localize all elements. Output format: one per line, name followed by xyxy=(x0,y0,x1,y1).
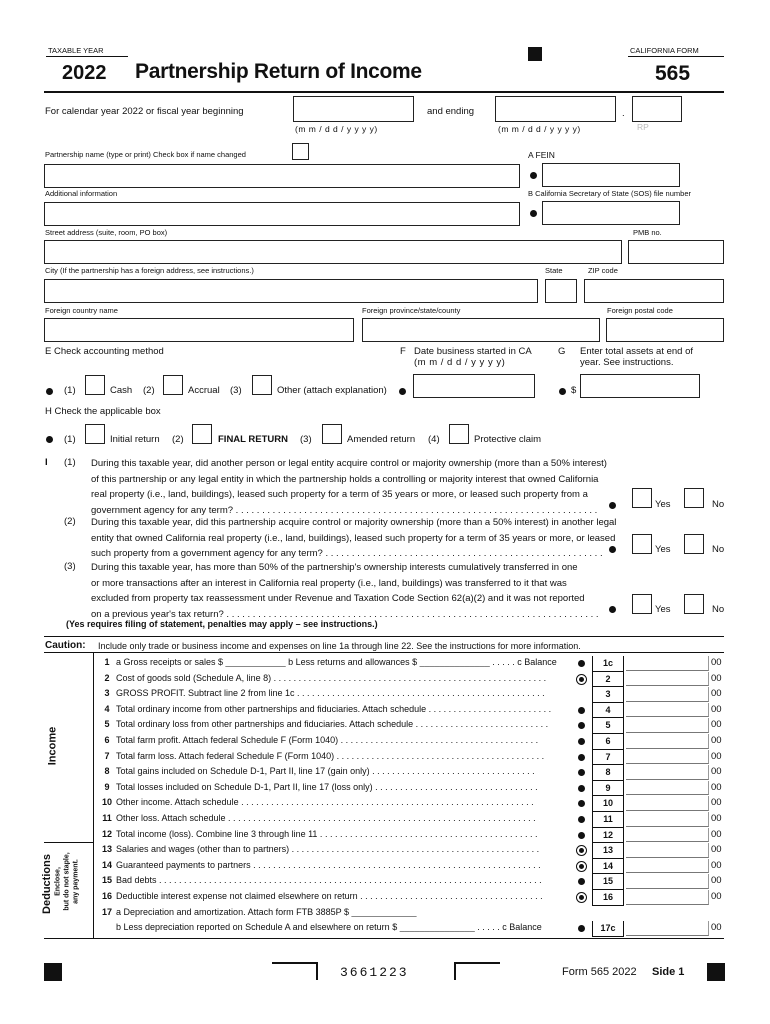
line-box-label: 10 xyxy=(592,796,624,812)
line-description: a Gross receipts or sales $ ____________ b Less returns and allowances $ ______________ . . . . . c Balance xyxy=(116,657,557,667)
fein-bullet-icon xyxy=(530,172,537,179)
line-item xyxy=(94,672,724,688)
additional-info-field[interactable] xyxy=(44,202,520,226)
line-item xyxy=(94,859,724,875)
amount-field[interactable] xyxy=(626,718,709,733)
question-1-text xyxy=(91,456,616,518)
question-1-line: real property (i.e., land, buildings), leased such property for a term of 35 years or more, or leased such property from a xyxy=(91,489,588,500)
line-item xyxy=(94,843,724,859)
fiscal-end-date-field[interactable] xyxy=(495,96,616,122)
line-item xyxy=(94,718,724,734)
california-form-label: CALIFORNIA FORM xyxy=(630,46,699,55)
line-box-label: 8 xyxy=(592,765,624,781)
q2-no-checkbox[interactable] xyxy=(684,534,704,554)
bullet-icon xyxy=(578,754,585,761)
amount-cents: 00 xyxy=(711,891,722,902)
return-type-bullet-icon xyxy=(46,436,53,443)
income-side-label: Income xyxy=(46,726,59,766)
amount-field[interactable] xyxy=(626,781,709,796)
bullet-icon xyxy=(578,785,585,792)
line-description: b Less depreciation reported on Schedule A and elsewhere on return $ _______________ . . . . . c Balance xyxy=(116,922,542,933)
foreign-province-field[interactable] xyxy=(362,318,600,342)
question-2-line: During this taxable year, did this partnership acquire control or majority ownership (more than a 50% interest) in another legal xyxy=(91,517,616,528)
pmb-field[interactable] xyxy=(628,240,724,264)
amount-cents: 00 xyxy=(711,719,722,731)
caution-text: Include only trade or business income and expenses on line 1a through line 22. See the instructions for more information. xyxy=(98,641,581,651)
date-started-bullet-icon xyxy=(399,388,406,395)
q1-bullet-icon xyxy=(609,502,616,509)
form-footer-label: Form 565 2022 xyxy=(562,966,637,978)
section-i-letter: I xyxy=(45,457,48,468)
line-description: Total income (loss). Combine line 3 through line 11 . . . . . . . . . . . . . . . . . . . . . . . . . . . . . . . . . . . . . . . . . . . . xyxy=(116,828,538,839)
question-3-text xyxy=(91,560,616,622)
line-number: 5 xyxy=(104,719,110,730)
accounting-bullet-icon xyxy=(46,388,53,395)
amount-cents: 00 xyxy=(711,828,722,840)
line-item xyxy=(94,812,724,828)
amount-cents: 00 xyxy=(711,844,722,856)
rp-label: RP xyxy=(637,122,649,132)
amount-cents: 00 xyxy=(711,813,722,824)
circled-bullet-icon xyxy=(576,674,587,685)
accounting-method-label: E Check accounting method xyxy=(45,346,164,357)
foreign-postal-label: Foreign postal code xyxy=(607,306,673,315)
barcode-number: 3661223 xyxy=(340,965,409,980)
line-item xyxy=(94,906,724,922)
line-box-label: 3 xyxy=(592,687,624,703)
fiscal-begin-date-field[interactable] xyxy=(293,96,414,122)
line-box-label: 9 xyxy=(592,781,624,797)
additional-info-label: Additional information xyxy=(45,189,118,198)
assets-bullet-icon xyxy=(559,388,566,395)
line-number: 2 xyxy=(104,672,110,683)
line-item xyxy=(94,874,724,890)
state-field[interactable] xyxy=(545,279,577,303)
amount-field[interactable] xyxy=(626,812,709,827)
registration-mark xyxy=(528,47,542,61)
line-box-label: 16 xyxy=(592,890,624,906)
end-date-format: (m m / d d / y y y y) xyxy=(498,124,581,134)
question-3-line: or more transactions after an interest in California real property (i.e., land, buildings) was transferred to it that was xyxy=(91,577,567,589)
question-1-line: During this taxable year, did another person or legal entity acquire control or majority ownership (more than a 50% interest) xyxy=(91,458,607,469)
line-item xyxy=(94,781,724,797)
circled-bullet-icon xyxy=(576,892,587,903)
q3-yes-checkbox[interactable] xyxy=(632,594,652,614)
line-item xyxy=(94,765,724,781)
sos-label: B California Secretary of State (SOS) file number xyxy=(528,189,691,198)
circled-bullet-icon xyxy=(576,845,587,856)
form-number: 565 xyxy=(655,62,691,85)
line-number: 11 xyxy=(102,813,112,823)
amount-field[interactable] xyxy=(626,750,709,765)
foreign-province-label: Foreign province/state/county xyxy=(362,306,461,315)
line-box-label: 17c xyxy=(592,921,624,937)
period-dot: . xyxy=(622,108,625,119)
form-year: 2022 xyxy=(62,62,107,84)
line-number: 12 xyxy=(101,828,112,839)
amended-return-num: (3) xyxy=(300,434,312,445)
final-return-num: (2) xyxy=(172,434,184,445)
partnership-name-field[interactable] xyxy=(44,164,520,188)
question-3-line: excluded from property tax reassessment under Revenue and Taxation Code Section 62(a)(2) and it was not reported xyxy=(91,593,585,604)
line-box-label: 14 xyxy=(592,859,624,875)
initial-return-label: Initial return xyxy=(110,434,160,445)
final-return-checkbox[interactable] xyxy=(192,424,212,444)
date-business-started-format: (m m / d d / y y y y) xyxy=(414,357,506,368)
amended-return-label: Amended return xyxy=(347,434,416,445)
line-number: 7 xyxy=(104,750,110,761)
and-ending-text: and ending xyxy=(427,106,475,117)
rp-field[interactable] xyxy=(632,96,682,122)
zip-label: ZIP code xyxy=(588,266,618,275)
city-label: City (If the partnership has a foreign address, see instructions.) xyxy=(45,266,254,275)
street-address-label: Street address (suite, room, PO box) xyxy=(45,228,168,237)
line-box-label: 5 xyxy=(592,718,624,734)
question-2-line: such property from a government agency for any term? . . . . . . . . . . . . . . . . . . . . . . . . . . . . . . . . . . . . . . . . . . . . . . . . . . . . . xyxy=(91,548,603,559)
line-description: Cost of goods sold (Schedule A, line 8) . . . . . . . . . . . . . . . . . . . . . . . . . . . . . . . . . . . . . . . . . . . . . . . . . . . . . . . xyxy=(116,672,547,683)
cash-checkbox[interactable] xyxy=(85,375,105,395)
line-number: 3 xyxy=(104,688,110,699)
other-method-checkbox[interactable] xyxy=(252,375,272,395)
side-label: Side 1 xyxy=(652,966,685,978)
q2-yes-label: Yes xyxy=(655,544,671,555)
section-f-letter: F xyxy=(400,346,406,357)
penalty-note: (Yes requires filing of statement, penalties may apply – see instructions.) xyxy=(66,619,378,629)
applicable-box-label: H Check the applicable box xyxy=(45,406,161,417)
line-box-label: 11 xyxy=(592,812,624,828)
bullet-icon xyxy=(578,832,585,839)
line-number: 10 xyxy=(101,797,112,808)
fein-label: A FEIN xyxy=(528,150,555,160)
line-description: a Depreciation and amortization. Attach form FTB 3885P $ _____________ xyxy=(116,906,417,917)
line-item xyxy=(94,656,724,672)
line-number: 9 xyxy=(104,781,110,792)
accrual-checkbox[interactable] xyxy=(163,375,183,395)
partnership-name-label: Partnership name (type or print) Check box if name changed xyxy=(45,150,246,159)
amount-field[interactable] xyxy=(626,859,709,874)
line-box-label: 2 xyxy=(592,672,624,688)
state-label: State xyxy=(545,266,563,275)
name-changed-checkbox[interactable] xyxy=(292,143,309,160)
amount-field[interactable] xyxy=(626,672,709,687)
fein-field[interactable] xyxy=(542,163,680,187)
line-item xyxy=(94,796,724,812)
line-box-label: 7 xyxy=(592,750,624,766)
amount-cents: 00 xyxy=(711,875,722,887)
sos-bullet-icon xyxy=(530,210,537,217)
question-1-num: (1) xyxy=(64,457,76,468)
bullet-icon xyxy=(578,816,585,823)
line-description: Total farm profit. Attach federal Schedule F (Form 1040) . . . . . . . . . . . . . . . . . . . . . . . . . . . . . . . . . . . . . . . . xyxy=(116,735,539,745)
amount-cents: 00 xyxy=(711,735,722,746)
corner-mark-left xyxy=(272,962,318,980)
bullet-icon xyxy=(578,769,585,776)
amount-cents: 00 xyxy=(711,859,722,871)
line-description: Salaries and wages (other than to partners) . . . . . . . . . . . . . . . . . . . . . . . . . . . . . . . . . . . . . . . . . . . . . . . . . . xyxy=(116,844,540,855)
payment-label: any payment. xyxy=(72,859,80,904)
amount-field[interactable] xyxy=(626,874,709,889)
foreign-country-label: Foreign country name xyxy=(45,306,118,315)
amount-field[interactable] xyxy=(626,703,709,718)
line-description: Total gains included on Schedule D-1, Part II, line 17 (gain only) . . . . . . . . . . . . . . . . . . . . . . . . . . . . . . . . . xyxy=(116,766,535,777)
amount-cents: 00 xyxy=(711,688,722,700)
bullet-icon xyxy=(578,722,585,729)
bullet-icon xyxy=(578,660,585,667)
section-g-letter: G xyxy=(558,346,566,357)
line-description: Other income. Attach schedule . . . . . . . . . . . . . . . . . . . . . . . . . . . . . . . . . . . . . . . . . . . . . . . . . . . . . . . . . . . xyxy=(116,797,534,808)
q1-yes-checkbox[interactable] xyxy=(632,488,652,508)
line-description: Total ordinary loss from other partnerships and fiduciaries. Attach schedule . . . . . . . . . . . . . . . . . . . . . . . . . . . xyxy=(116,719,549,730)
amount-field[interactable] xyxy=(626,734,709,749)
other-method-label: Other (attach explanation) xyxy=(277,385,387,396)
line-item xyxy=(94,734,724,750)
bullet-icon xyxy=(578,878,585,885)
amount-field[interactable] xyxy=(626,687,709,702)
amount-field[interactable] xyxy=(626,890,709,905)
registration-mark-bottom-right xyxy=(707,963,725,981)
accrual-num: (2) xyxy=(143,385,155,396)
amount-field[interactable] xyxy=(626,921,709,936)
question-3-line: During this taxable year, has more than 50% of the partnership's ownership interests cumulatively transferred in one xyxy=(91,562,578,573)
accrual-label: Accrual xyxy=(188,385,220,396)
line-box-label: 15 xyxy=(592,874,624,890)
line-description: GROSS PROFIT. Subtract line 2 from line 1c . . . . . . . . . . . . . . . . . . . . . . . . . . . . . . . . . . . . . . . . . . . . . . . . . . xyxy=(116,688,545,699)
question-2-text xyxy=(91,515,616,562)
amount-field[interactable] xyxy=(626,828,709,843)
amount-cents: 00 xyxy=(711,922,722,934)
amount-field[interactable] xyxy=(626,656,709,671)
total-assets-field[interactable] xyxy=(580,374,700,398)
line-item xyxy=(94,750,724,766)
amount-field[interactable] xyxy=(626,843,709,858)
line-item xyxy=(94,890,724,906)
q1-yes-label: Yes xyxy=(655,499,671,510)
taxable-year-label: TAXABLE YEAR xyxy=(48,46,104,55)
street-address-field[interactable] xyxy=(44,240,622,264)
final-return-label: FINAL RETURN xyxy=(218,434,289,445)
pmb-label: PMB no. xyxy=(633,228,662,237)
bullet-icon xyxy=(578,738,585,745)
line-box-label: 6 xyxy=(592,734,624,750)
question-3-num: (3) xyxy=(64,561,76,572)
form-title: Partnership Return of Income xyxy=(135,60,422,83)
cash-label: Cash xyxy=(110,385,133,396)
line-description: Guaranteed payments to partners . . . . . . . . . . . . . . . . . . . . . . . . . . . . . . . . . . . . . . . . . . . . . . . . . . . . . . . . . . xyxy=(116,859,541,870)
enclose-label: Enclose, xyxy=(54,867,62,896)
q3-no-label: No xyxy=(712,604,725,615)
q2-bullet-icon xyxy=(609,546,616,553)
amount-cents: 00 xyxy=(711,797,722,809)
line-number: 16 xyxy=(101,891,112,901)
calendar-year-text: For calendar year 2022 or fiscal year beginning xyxy=(45,106,244,117)
foreign-postal-field[interactable] xyxy=(606,318,724,342)
q2-no-label: No xyxy=(712,544,725,555)
assets-currency: $ xyxy=(571,385,577,396)
bullet-icon xyxy=(578,925,585,932)
question-2-line: entity that owned California real property (i.e., land, buildings), leased such property for a term of 35 years or more, or leased xyxy=(91,532,616,544)
initial-return-num: (1) xyxy=(64,434,76,445)
circled-bullet-icon xyxy=(576,861,587,872)
line-item xyxy=(94,687,724,703)
q1-no-label: No xyxy=(712,499,725,510)
amount-cents: 00 xyxy=(711,703,722,715)
line-number: 1 xyxy=(104,657,110,667)
amount-cents: 00 xyxy=(711,657,722,668)
total-assets-label-2: year. See instructions. xyxy=(580,357,674,368)
date-business-started-label: Date business started in CA xyxy=(414,346,532,357)
q3-bullet-icon xyxy=(609,606,616,613)
begin-date-format: (m m / d d / y y y y) xyxy=(295,124,378,134)
registration-mark-bottom-left xyxy=(44,963,62,981)
protective-claim-num: (4) xyxy=(428,434,440,445)
deductions-side-label: Deductions xyxy=(41,854,53,914)
sos-file-number-field[interactable] xyxy=(542,201,680,225)
line-description: Bad debts . . . . . . . . . . . . . . . . . . . . . . . . . . . . . . . . . . . . . . . . . . . . . . . . . . . . . . . . . . . . . . . . . . . . . . . . . . . . . xyxy=(116,875,542,886)
line-number: 14 xyxy=(101,859,112,870)
amount-cents: 00 xyxy=(711,672,722,684)
foreign-country-field[interactable] xyxy=(44,318,354,342)
line-item xyxy=(94,921,724,937)
caution-label: Caution: xyxy=(45,640,86,651)
date-business-started-field[interactable] xyxy=(413,374,535,398)
question-3-line: on a previous year's tax return? . . . . . . . . . . . . . . . . . . . . . . . . . . . . . . . . . . . . . . . . . . . . . . . . . . . . . . . . . . . . . . . . . . . . . . . xyxy=(91,608,599,620)
q3-no-checkbox[interactable] xyxy=(684,594,704,614)
line-number: 15 xyxy=(101,875,112,886)
line-number: 13 xyxy=(101,844,112,855)
city-field[interactable] xyxy=(44,279,538,303)
line-box-label: 13 xyxy=(592,843,624,859)
staple-label: but do not staple, xyxy=(63,852,71,911)
amount-cents: 00 xyxy=(711,781,722,793)
amount-field[interactable] xyxy=(626,796,709,811)
amount-cents: 00 xyxy=(711,750,722,762)
line-number: 4 xyxy=(104,703,110,714)
q3-yes-label: Yes xyxy=(655,604,671,615)
line-item xyxy=(94,828,724,844)
line-number: 6 xyxy=(104,735,110,745)
line-number: 17 xyxy=(101,906,112,917)
line-description: Total losses included on Schedule D-1, Part II, line 17 (loss only) . . . . . . . . . . . . . . . . . . . . . . . . . . . . . . . . . xyxy=(116,781,538,792)
amended-return-checkbox[interactable] xyxy=(322,424,342,444)
amount-cents: 00 xyxy=(711,766,722,778)
line-box-label: 12 xyxy=(592,828,624,844)
line-box-label: 1c xyxy=(592,656,624,672)
line-description: Other loss. Attach schedule . . . . . . . . . . . . . . . . . . . . . . . . . . . . . . . . . . . . . . . . . . . . . . . . . . . . . . . . . . . . . . xyxy=(116,813,536,823)
line-box-label: 4 xyxy=(592,703,624,719)
protective-claim-label: Protective claim xyxy=(474,434,542,445)
bullet-icon xyxy=(578,707,585,714)
line-description: Deductible interest expense not claimed elsewhere on return . . . . . . . . . . . . . . . . . . . . . . . . . . . . . . . . . . . . . xyxy=(116,891,543,901)
cash-num: (1) xyxy=(64,385,76,396)
line-number: 8 xyxy=(104,766,110,777)
q1-no-checkbox[interactable] xyxy=(684,488,704,508)
amount-field[interactable] xyxy=(626,765,709,780)
corner-mark-right xyxy=(454,962,500,980)
q2-yes-checkbox[interactable] xyxy=(632,534,652,554)
line-description: Total farm loss. Attach federal Schedule F (Form 1040) . . . . . . . . . . . . . . . . . . . . . . . . . . . . . . . . . . . . . . . . . . xyxy=(116,750,545,761)
protective-claim-checkbox[interactable] xyxy=(449,424,469,444)
question-2-num: (2) xyxy=(64,516,76,527)
other-method-num: (3) xyxy=(230,385,242,396)
question-1-line: government agency for any term? . . . . . . . . . . . . . . . . . . . . . . . . . . . . . . . . . . . . . . . . . . . . . . . . . . . . . . . . . . . . . . . . . . . . . xyxy=(91,504,598,516)
bullet-icon xyxy=(578,800,585,807)
initial-return-checkbox[interactable] xyxy=(85,424,105,444)
zip-field[interactable] xyxy=(584,279,724,303)
line-description: Total ordinary income from other partnerships and fiduciaries. Attach schedule . . . . . . . . . . . . . . . . . . . . . . . . . xyxy=(116,703,552,714)
question-1-line: of this partnership or any legal entity in which the partnership holds a controlling or majority interest that owned California xyxy=(91,473,599,485)
line-item xyxy=(94,703,724,719)
total-assets-label-1: Enter total assets at end of xyxy=(580,346,694,357)
